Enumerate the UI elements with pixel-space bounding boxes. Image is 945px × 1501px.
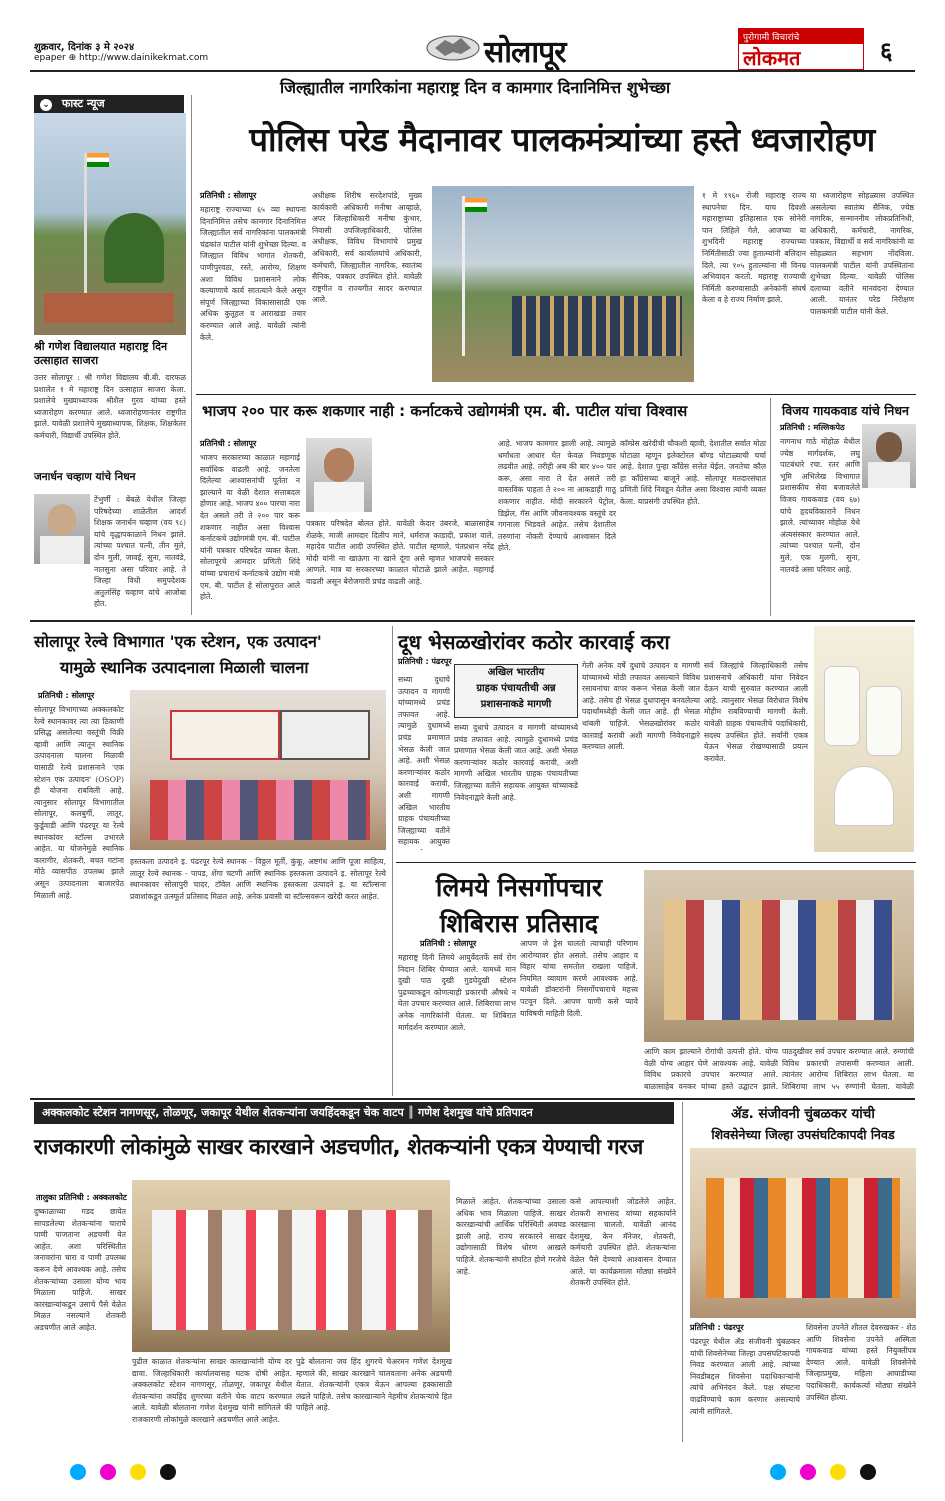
bjp-col-4: कॉम्प्रेस खरेदीची चौकशी व्हावी, देशातील सर्वात मोठा घोटाळा म्हणून इलेक्टोरल बॉण्ड घोटाळ्याची चर्चा आहे. देशात पुन्हा काँग्रेस सत्तेत येईल. जनतेचा कौल हा काँग्रेसच्या बाजूने आहे. सोलापूर मतदारसंघात प्रणिती शिंदे निवडून येतील असा विश्वास त्यांनी व्यक्त केला. याप्रसंगी उपस्थित होते. bbox=[620, 439, 766, 506]
nidhan-headline: विजय गायकवाड यांचे निधन bbox=[782, 403, 909, 418]
doodh-col-1: सध्या दुधाचे उत्पादन व मागणी यांच्यामध्ये प्रचंड तफावत आहे. त्यामुळे दुधामध्ये प्रचंड प्रमाणात भेसळ केली जात आहे. अशी भेसळ करणाऱ्यांवर कठोर कारवाई करावी, अशी मागणी अखिल भारतीय ग्राहक पंचायतीच्या जिल्ह्याच्या वतीने सहायक आयुक्त bbox=[398, 675, 450, 847]
mb-patil-portrait bbox=[306, 438, 372, 512]
footer-registration-bar bbox=[30, 1462, 915, 1482]
doodh-box bbox=[454, 664, 578, 718]
brand-box bbox=[738, 28, 864, 70]
rail-headline-1: सोलापूर रेल्वे विभागात 'एक स्टेशन, एक उत्पादन' bbox=[34, 632, 322, 651]
registration-mark-icon bbox=[860, 1464, 876, 1480]
sakhar-byline: तालुका प्रतिनिधी : अक्कलकोट bbox=[36, 1193, 127, 1202]
bjp-headline: भाजप २०० पार करू शकणार नाही : कर्नाटकचे उद्योगमंत्री एम. बी. पाटील यांचा विश्वास bbox=[202, 402, 688, 420]
sakhar-col-3: पुढे बोलताना जय हिंद शुगरचे चेअरमन गणेश देशमुख म्हणाले की, साखर कारखाने चालवताना अनेक अडचणी येतात. शेतकऱ्यांनी एकत्र येऊन आपल्या हक्कासाठी लढले पाहिजे. तसेच कारखान्याने नेहमीच शेतकऱ्यांचे हित पाहिले आहे. bbox=[296, 1357, 452, 1413]
sanjivani-headline-2: शिवसेनेच्या जिल्हा उपसंघटिकापदी निवड bbox=[711, 1127, 895, 1142]
doodh-col-3: सर्व जिल्ह्यांचे जिल्हाधिकारी तसेच प्रशासनाचे अधिकारी यांना निवेदन देऊन याची सुरुवात करण्यात आली आहे. त्यानुसार भेसळ विरोधात विशेष मोहीम राबविण्याची मागणी केली. यावेळी ग्राहक पंचायतीचे पदाधिकारी, सदस्य उपस्थित होते. सर्वांनी एकत्र येऊन भेसळ रोखण्यासाठी प्रयत्न करावेत. bbox=[704, 661, 808, 763]
rail-byline: प्रतिनिधी : सोलापूर bbox=[38, 691, 95, 700]
rail-col-2: हस्तकला उत्पादने इ. पंढरपूर रेल्वे स्थानक - विठ्ठल मूर्ती, कुंकू, अष्टगंध आणि पूजा साहित्य, लातूर रेल्वे स्थानक - पापड, शेंगा चटणी आणि स्थानिक हस्तकला उत्पादने इ. सोलापूर रेल्वे स्थानकावर सोलापुरी चादर, टॉवेल आणि स्थानिक हस्तकला उत्पादने इ. या स्टॉल्सना प्रवाशांकडून उत्स्फूर्त प्रतिसाद मिळत आहे. अनेक प्रवासी या स्टॉल्सवरून खरेदी करत आहेत. bbox=[130, 857, 386, 901]
limaye-col-3: आणि काम झाल्याने रोगांची उत्पत्ती होते. योग्य वेळी योग्य आहार घेणे आवश्यक आहे. यावेळी विविध प्रकारचे उपचार करण्यात आले. बाळासाहेब वनकर यांच्या हस्ते उद्घाटन झाले. bbox=[644, 1047, 778, 1091]
school-flag-photo bbox=[34, 113, 186, 335]
masthead bbox=[0, 0, 945, 70]
globe-icon: ⊕ bbox=[68, 53, 79, 63]
brand-logo: लोकमत bbox=[743, 46, 801, 70]
lead-col-4: या ध्वजारोहण सोहळ्यास उपस्थित असलेल्या स्वातंत्र्य सैनिक, ज्येष्ठ नागरिक, सन्माननीय लोकप्रतिनिधी, अधिकारी, कर्मचारी, नागरिक, पत्रकार, विद्यार्थी व सर्व नागरिकांनी या सोहळ्यात सहभाग नोंदविला. पालकमंत्री पाटील यांनी उपस्थितांना शुभेच्छा दिल्या. यावेळी पोलिस दलाच्या वतीने मानवंदना देण्यात आली. यानंतर परेड निरीक्षण पालकमंत्री पाटील यांनी केले. bbox=[810, 191, 914, 316]
limaye-col-2: आपण जे ड्रेस घालतो त्याचाही परिणाम आरोग्यावर होत असतो. तसेच आहार व विहार यांचा समतोल राखला पाहिजे. नियमित व्यायाम करणे आवश्यक आहे. यावेळी डॉक्टरांनी निसर्गोपचाराचे महत्त्व पटवून दिले. आपण पाणी कसे प्यावे याविषयी माहिती दिली. bbox=[520, 939, 638, 1018]
nidhan-byline: प्रतिनिधी : मल्लिकपेठ bbox=[780, 423, 845, 432]
registration-mark-icon bbox=[70, 1464, 86, 1480]
akkalkot-strip bbox=[34, 1102, 674, 1124]
registration-mark-icon bbox=[800, 1464, 816, 1480]
sakhar-headline: राजकारणी लोकांमुळे साखर कारखाने अडचणीत, शेतकऱ्यांनी एकत्र येण्याची गरज bbox=[34, 1135, 643, 1160]
limaye-col-1: महाराष्ट्र दिनी लिमये आयुर्वेदतर्फे सर्व रोग निदान शिबिर घेण्यात आले. यामध्ये मान दुखी पाठ दुखी गुडघेदुखी स्टेशन पुढच्याकडून कोणत्याही प्रकारची औषधे न घेता उपचार करण्यात आले. शिबिराचा लाभ अनेक नागरिकांनी घेतला. या शिबिरात मार्गदर्शन करण्यात आले. bbox=[398, 953, 516, 1032]
akkalkot-strip-text: अक्कलकोट स्टेशन नागणसूर, तोळणूर, जकापूर येथील शेतकऱ्यांना जयहिंदकडून चेक वाटप bbox=[42, 1106, 404, 1119]
lead-col-1: महाराष्ट्र राज्याच्या ६५ व्या स्थापना दिनानिमित्त तसेच कामगार दिनानिमित्त जिल्ह्यातील सर्व नागरिकांना पालकमंत्री चंद्रकांत पाटील यांनी शुभेच्छा दिल्या. व जिल्ह्यात विविध भागांत शेतकरी, पाणीपुरवठा, रस्ते, आरोग्य, शिक्षण अशा विविध प्रशासनाने लोक कल्याणाचे कार्य सातत्याने केले असून संपूर्ण जिल्ह्याच्या विकासासाठी एक अधिक कुतूहल व आराखडा तयार करण्यात आले आहे. यावेळी त्यांनी केले. bbox=[200, 205, 306, 342]
bjp-col-1: भाजप सरकारच्या काळात महागाई सर्वाधिक वाढली आहे. जनतेला दिलेल्या आश्वासनांची पूर्तता न झाल्याने या वेळी देशात सत्ताबदल होणार आहे. भाजप ४०० पारचा नारा देत असले तरी ते २०० पार करू शकणार नाहीत असा विश्वास कर्नाटकचे उद्योगमंत्री एम. बी. पाटील यांनी पत्रकार परिषदेत व्यक्त केला. सोलापूरचे आमदार प्रणिती शिंदे यांच्या प्रचारार्थ कर्नाटकचे उद्योग मंत्री एम. बी. पाटील हे सोलापुरात आले होते. bbox=[200, 453, 300, 602]
sanjivani-headline-1: ॲड. संजीवनी चुंबळकर यांची bbox=[731, 1106, 875, 1122]
city-emblem-icon bbox=[425, 28, 481, 68]
limaye-col-4: पाठदुखीवर सर्व उपचार करण्यात आले. रुग्णांची विविध प्रकारची तपासणी करण्यात आली. त्यानंतर आरोग्य शिबिरात लाभ घेतला. या शिबिराचा लाभ ५५ रुग्णांनी घेतला. यावेळी bbox=[782, 1047, 914, 1091]
rail-col-1: सोलापूर विभागाच्या अक्कलकोट रेल्वे स्थानकावर त्या त्या ठिकाणी प्रसिद्ध असलेल्या वस्तूंची विक्री व्हावी आणि त्यातून स्थानिक उत्पादनाला चालना मिळावी यासाठी रेल्वे प्रशासनाने 'एक स्टेशन एक उत्पादन' (OSOP) ही योजना राबविली आहे. त्यानुसार सोलापूर विभागातील सोलापूर, कलबुर्गी, लातूर, कुर्डूवाडी आणि पंढरपूर या रेल्वे स्थानकांवर स्टॉल्स उभारले आहेत. या योजनेमुळे स्थानिक कारागीर, शेतकरी, बचत गटांना मोठे व्यासपीठ उपलब्ध झाले असून उत्पादनाला बाजारपेठ मिळाली आहे. bbox=[34, 705, 124, 900]
doodh-box-line-1: अखिल भारतीय bbox=[487, 667, 545, 678]
sanjivani-byline: प्रतिनिधी : पंढरपूर bbox=[690, 1323, 744, 1332]
page-number: ६ bbox=[880, 37, 893, 65]
bjp-col-3: आहे. भाजप कामगार झाली आहे. त्यामुळे धर्मांधता आधार घेत केवळ निवडणूक लढवीत आहे. तरीही अब की बार ४०० पार करू, असा नारा ते देत असले तरी वास्तविक पाहता ते २०० ना आकडाही गाठू शकणार नाहीत. मोदी सरकारने पेट्रोल, डिझेल, गॅस आणि जीवनावश्यक वस्तूंचे दर गगनाला भिडवले आहेत. तसेच देशातील तरुणांना नोकरी देण्याचे आश्वासन दिले होते. bbox=[498, 439, 616, 553]
sakhar-col-2: पुढील काळात शेतकऱ्यांना साखर कारखान्यांनी योग्य दर द्यावा. जिल्हाधिकारी कार्यालयासह घटक दोषी आहेत. अक्कलकोट स्टेशन नागणसूर, तोळणूर, जकापूर येथील शेतकऱ्यांना जयहिंद शुगरच्या वतीने चेक वाटप करण्यात आले. यावेळी बोलताना गणेश देशमुख यांनी सांगितले की राजकारणी लोकांमुळे कारखाने अडचणीत आले आहेत. bbox=[132, 1357, 292, 1424]
fast-news-body-2: टेंभुर्णी : बेंबळे येथील जिल्हा परिषदेच्या शाळेतील आदर्श शिक्षक जनार्धन चव्हाण (वय ९८) यांचे वृद्धापकाळाने निधन झाले. त्यांच्या पश्चात पत्नी, तीन मुले, दोन मुली, जावई, सुना, नातवंडे, नातसुना असा परिवार आहे. ते जिल्हा विधी समुपदेशक अतुलसिंह चव्हाण यांचे आजोबा होत. bbox=[94, 495, 186, 609]
bjp-col-2: पत्रकार परिषदेत बोलत होते. यावेळी केदार उंबरजे, बाळासाहेब शेळके, माजी आमदार दिलीप माने, धर्मराज काडादी, प्रकाश वाले, महादेव पाटील आदी उपस्थित होते. पाटील म्हणाले, पंतप्रधान नरेंद्र मोदी यांनी ना खाऊंगा ना खाने दूंगा असे म्हणत भाजपचे सरकार आणले. मात्र या सरकारच्या काळात घोटाळे झाले आहेत. महागाई वाढली असून बेरोजगारी प्रचंड वाढली आहे. bbox=[306, 519, 494, 586]
registration-mark-icon bbox=[100, 1464, 116, 1480]
doodh-col-2: गेली अनेक वर्षे दुधाचे उत्पादन व मागणी यांच्यामध्ये मोठी तफावत असल्याने विविध रसायनांचा वापर करून भेसळ केली जात आहे. तसेच ही भेसळ दुधापासून बनवलेल्या पदार्थांमध्येही केली जात आहे. ही भेसळ थांबली पाहिजे. भेसळखोरांवर कठोर कारवाई करावी अशी मागणी निवेदनाद्वारे करण्यात आली. bbox=[582, 661, 700, 752]
strip-separator-icon: ║ bbox=[407, 1106, 419, 1119]
sanjivani-felicitation-photo bbox=[690, 1148, 916, 1318]
limaye-camp-photo bbox=[644, 870, 914, 1042]
epaper-label: epaper bbox=[34, 53, 66, 63]
limaye-headline-1: लिमये निसर्गोपचार bbox=[435, 873, 603, 902]
doodh-headline: दूध भेसळखोरांवर कठोर कारवाई करा bbox=[398, 630, 670, 654]
lead-byline: प्रतिनिधी : सोलापूर bbox=[200, 191, 257, 200]
sakhar-col-1: दुष्काळाच्या गडद छायेत सापडलेल्या शेतकऱ्यांना चाराचे पाणी पाजताना अडचणी येत आहेत. अशा परिस्थितीत जनावरांना चारा व पाणी उपलब्ध करून देणे आवश्यक आहे. तसेच शेतकऱ्यांच्या उसाला योग्य भाव मिळाला पाहिजे. साखर कारखान्यांकडून उसाचे पैसे वेळेत मिळत नसल्याने शेतकरी अडचणीत आले आहेत. bbox=[34, 1207, 126, 1332]
doodh-box-line-2: ग्राहक पंचायतीची अन्न bbox=[476, 683, 556, 694]
city-logo bbox=[425, 28, 481, 68]
cheque-distribution-photo bbox=[132, 1180, 450, 1352]
brand-tagline: पुरोगामी विचारांचे bbox=[739, 29, 863, 44]
fast-news-header bbox=[34, 95, 184, 113]
site-url-link[interactable]: http://www.dainikekmat.com bbox=[79, 53, 209, 63]
registration-mark-icon bbox=[770, 1464, 786, 1480]
fast-news-label: फास्ट न्यूज bbox=[61, 97, 105, 110]
registration-mark-icon bbox=[160, 1464, 176, 1480]
lead-col-2: अधीक्षक शिरीष सरदेशपांडे, मुख्य कार्यकारी अधिकारी मनीषा आव्हाळे, अपर जिल्हाधिकारी मनीषा कुंभार, निवासी उपजिल्हाधिकारी, पोलिस अधीक्षक, विविध विभागांचे प्रमुख अधिकारी, सर्व कार्यालयांचे अधिकारी, कर्मचारी, जिल्ह्यातील नागरिक, स्वातंत्र्य सैनिक, पत्रकार उपस्थित होते. यावेळी राष्ट्रगीत व राज्यगीत सादर करण्यात आले. bbox=[312, 191, 422, 305]
city-title: सोलापूर bbox=[484, 35, 566, 70]
doodh-byline: प्रतिनिधी : पंढरपूर bbox=[398, 657, 452, 666]
sakhar-col-5: कसे आपल्याशी जोडलेले आहेत. शेतकरी सभासद यांच्या सहकार्याने कारखाना चालतो. यावेळी आनंद देशमुख, केन मॅनेजर, शेतकरी, कर्मचारी उपस्थित होते. शेतकऱ्यांना वेळेत पैसे देण्याचे आश्वासन देण्यात आले. या कार्यक्रमाला मोठ्या संख्येने शेतकरी उपस्थित होते. bbox=[570, 1197, 676, 1288]
lead-col-3: १ मे १९६० रोजी महाराष्ट्र राज्य स्थापनेचा दिन. याच दिवशी महाराष्ट्राच्या इतिहासात एक सोनेरी पान लिहिले गेले. आजच्या या शुभदिनी महाराष्ट्र राज्याच्या निर्मितीसाठी ज्या हुतात्म्यांनी बलिदान दिले, त्या १०५ हुतात्म्यांना मी विनम्र अभिवादन करतो. महाराष्ट्र राज्याची निर्मिती करण्यासाठी अनेकांनी संघर्ष केला व हे राज्य निर्माण झाले. bbox=[702, 191, 806, 305]
registration-mark-icon bbox=[830, 1464, 846, 1480]
sakhar-col-4: मिळाले आहेत. शेतकऱ्यांच्या उसाला अधिक भाव मिळाला पाहिजे. साखर कारखान्यांची आर्थिक परिस्थिती अवघड झाली आहे. राज्य सरकारने साखर उद्योगासाठी विशेष धोरण आखले पाहिजे. शेतकऱ्यांनी संघटित होणे गरजेचे आहे. bbox=[456, 1197, 566, 1276]
date-line: शुक्रवार, दिनांक ३ मे २०२४ bbox=[34, 42, 135, 53]
nidhan-body: नागनाथ गाठे मोहोळ येथील ज्येष्ठ मार्गदर्शक, लघु पाटबंधारे रचा. रतर आणि भूमि अभिलेख विभागात प्रशासकीय सेवा बजावलेले विजय गायकवाड (वय ६७) यांचे हृदयविकाराने निधन झाले. त्यांच्यावर मोहोळ येथे अंत्यसंस्कार करण्यात आले. त्यांच्या पश्चात पत्नी, दोन मुले, एक मुलगी, सुना, नातवंडे असा परिवार आहे. bbox=[780, 437, 863, 574]
flag-parade-photo bbox=[432, 186, 694, 382]
top-banner: जिल्ह्यातील नागरिकांना महाराष्ट्र दिन व कामगार दिनानिमित्त शुभेच्छा bbox=[280, 78, 671, 97]
limaye-headline-2: शिबिरास प्रतिसाद bbox=[439, 909, 599, 938]
fast-news-title-2: जनार्धन चव्हाण यांचे निधन bbox=[34, 471, 136, 483]
fast-news-body-1: उत्तर सोलापूर : श्री गणेश विद्यालय बी.बी. दारफळ प्रशालेत १ मे महाराष्ट्र दिन उत्साहात साजरा केला. प्रशालेचे मुख्याध्यापक श्रीशैल गुरव यांच्या हस्ते ध्वजारोहण करण्यात आले. ध्वजारोहणानंतर राष्ट्रगीत झाले. यावेळी प्रशालेचे मुख्याध्यापक, शिक्षक, शिक्षकेतर कर्मचारी, विद्यार्थी उपस्थित होते. bbox=[34, 373, 186, 440]
registration-mark-icon bbox=[130, 1464, 146, 1480]
lead-headline: पोलिस परेड मैदानावर पालकमंत्र्यांच्या हस्ते ध्वजारोहण bbox=[249, 120, 875, 159]
rail-headline-2: यामुळे स्थानिक उत्पादनाला मिळाली चालना bbox=[60, 658, 309, 677]
bjp-byline: प्रतिनिधी : सोलापूर bbox=[200, 439, 257, 448]
doodh-col-1b: सध्या दुधाचे उत्पादन व मागणी यांच्यामध्ये प्रचंड तफावत आहे. त्यामुळे दुधामध्ये प्रचंड प्रमाणात भेसळ केली जात आहे. अशी भेसळ करणाऱ्यांवर कठोर कारवाई करावी, अशी मागणी अखिल भारतीय ग्राहक पंचायतीच्या जिल्ह्याच्या वतीने सहायक आयुक्त यांच्याकडे निवेदनाद्वारे केली आहे. bbox=[454, 723, 578, 802]
ganesh-strip-text: गणेश देशमुख यांचे प्रतिपादन bbox=[418, 1106, 533, 1119]
fast-news-title-1: श्री गणेश विद्यालयात महाराष्ट्र दिन उत्साहात साजरा bbox=[34, 340, 168, 367]
chevron-down-icon: ⌄ bbox=[40, 99, 52, 111]
limaye-byline: प्रतिनिधी : सोलापूर bbox=[420, 939, 477, 948]
epaper-line bbox=[34, 53, 208, 63]
sanjivani-col-2: शिवसेना उपनेते शीतल देवरुखकर - शेठ आणि शिवसेना उपनेते अस्मिता गायकवाड यांच्या हस्ते नियुक्तीपत्र देण्यात आले. यावेळी शिवसेनेचे जिल्हाप्रमुख, महिला आघाडीच्या पदाधिकारी, कार्यकर्त्या मोठ्या संख्येने उपस्थित होत्या. bbox=[806, 1323, 916, 1402]
doodh-box-line-3: प्रशासनाकडे मागणी bbox=[480, 699, 552, 710]
milk-bottles-photo bbox=[814, 626, 914, 852]
one-station-stall-photo bbox=[130, 690, 386, 850]
sanjivani-col-1: पंढरपूर येथील ॲड संजीवनी चुंबळकर यांची शिवसेनेच्या जिल्हा उपसंघटिकापदी निवड करण्यात आली आहे. त्यांच्या निवडीबद्दल शिवसेना पदाधिकाऱ्यांनी त्यांचे अभिनंदन केले. पक्ष संघटना वाढविण्याचे काम करणार असल्याचे त्यांनी सांगितले. bbox=[690, 1337, 800, 1416]
